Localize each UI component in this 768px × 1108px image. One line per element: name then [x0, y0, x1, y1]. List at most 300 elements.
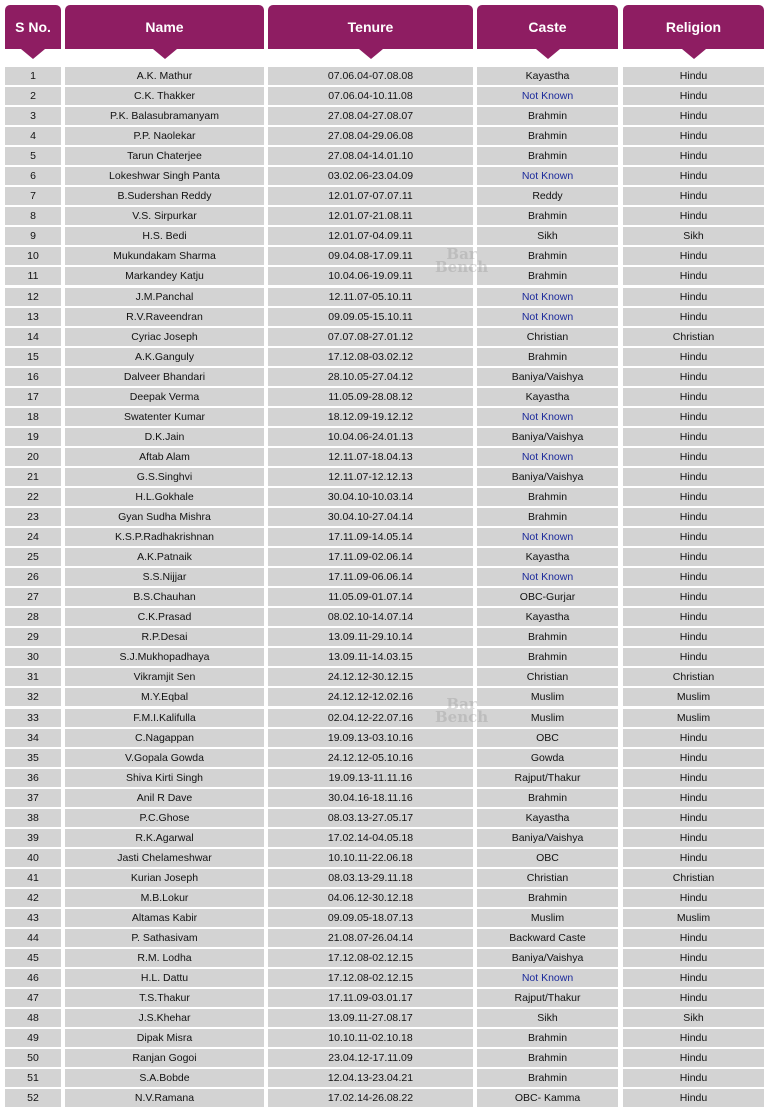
name-cell: Anil R Dave: [65, 789, 264, 807]
religion-cell: Muslim: [623, 709, 764, 727]
caste-cell: Not Known: [477, 87, 618, 105]
tenure-cell: 30.04.16-18.11.16: [268, 789, 473, 807]
sno-cell: 12: [5, 288, 61, 306]
caste-cell: Brahmin: [477, 247, 618, 265]
name-cell: Cyriac Joseph: [65, 328, 264, 346]
table-row: [0, 387, 768, 407]
religion-cell: Hindu: [623, 989, 764, 1007]
table-row: [0, 928, 768, 948]
caste-cell: Brahmin: [477, 147, 618, 165]
name-cell: A.K. Mathur: [65, 67, 264, 85]
table-row: [0, 226, 768, 246]
religion-cell: Hindu: [623, 468, 764, 486]
sno-cell: 41: [5, 869, 61, 887]
tenure-cell: 12.11.07-05.10.11: [268, 288, 473, 306]
sno-cell: 39: [5, 829, 61, 847]
sno-cell: 30: [5, 648, 61, 666]
caste-cell: Not Known: [477, 969, 618, 987]
sno-cell: 1: [5, 67, 61, 85]
religion-cell: Hindu: [623, 288, 764, 306]
tenure-cell: 10.04.06-19.09.11: [268, 267, 473, 285]
sno-cell: 31: [5, 668, 61, 686]
religion-cell: Sikh: [623, 1009, 764, 1027]
religion-cell: Hindu: [623, 1089, 764, 1107]
caste-cell: Kayastha: [477, 548, 618, 566]
caste-cell: Muslim: [477, 709, 618, 727]
tenure-cell: 02.04.12-22.07.16: [268, 709, 473, 727]
sno-cell: 11: [5, 267, 61, 285]
table-row: [0, 467, 768, 487]
table-row: [0, 647, 768, 667]
name-cell: Dalveer Bhandari: [65, 368, 264, 386]
table-row: [0, 607, 768, 627]
name-cell: Swatenter Kumar: [65, 408, 264, 426]
table-row: [0, 1088, 768, 1108]
table-row: [0, 266, 768, 286]
name-cell: C.K. Thakker: [65, 87, 264, 105]
religion-cell: Hindu: [623, 949, 764, 967]
religion-cell: Hindu: [623, 1049, 764, 1067]
table-header: [0, 5, 768, 49]
table-row: [0, 246, 768, 266]
table-row: [0, 667, 768, 687]
name-cell: Altamas Kabir: [65, 909, 264, 927]
table-row: [0, 848, 768, 868]
tenure-cell: 09.09.05-18.07.13: [268, 909, 473, 927]
sno-cell: 5: [5, 147, 61, 165]
tenure-cell: 04.06.12-30.12.18: [268, 889, 473, 907]
table-row: [0, 166, 768, 186]
caste-cell: Muslim: [477, 909, 618, 927]
religion-cell: Hindu: [623, 247, 764, 265]
table-row: [0, 627, 768, 647]
sno-cell: 13: [5, 308, 61, 326]
name-cell: P.C.Ghose: [65, 809, 264, 827]
name-cell: A.K.Patnaik: [65, 548, 264, 566]
name-cell: R.K.Agarwal: [65, 829, 264, 847]
name-cell: C.K.Prasad: [65, 608, 264, 626]
sno-cell: 45: [5, 949, 61, 967]
caste-cell: Christian: [477, 328, 618, 346]
caste-cell: Kayastha: [477, 388, 618, 406]
caste-cell: Brahmin: [477, 648, 618, 666]
religion-cell: Hindu: [623, 368, 764, 386]
religion-cell: Hindu: [623, 127, 764, 145]
religion-cell: Hindu: [623, 789, 764, 807]
religion-cell: Hindu: [623, 769, 764, 787]
sno-cell: 48: [5, 1009, 61, 1027]
tenure-cell: 13.09.11-14.03.15: [268, 648, 473, 666]
religion-cell: Christian: [623, 328, 764, 346]
sno-cell: 34: [5, 729, 61, 747]
caste-cell: Not Known: [477, 528, 618, 546]
tenure-cell: 17.11.09-02.06.14: [268, 548, 473, 566]
name-cell: A.K.Ganguly: [65, 348, 264, 366]
name-cell: V.Gopala Gowda: [65, 749, 264, 767]
tenure-cell: 07.06.04-07.08.08: [268, 67, 473, 85]
religion-cell: Hindu: [623, 348, 764, 366]
name-cell: P.K. Balasubramanyam: [65, 107, 264, 125]
caste-cell: Sikh: [477, 1009, 618, 1027]
caste-cell: Brahmin: [477, 207, 618, 225]
religion-cell: Sikh: [623, 227, 764, 245]
caste-cell: OBC- Kamma: [477, 1089, 618, 1107]
table-row: [0, 1028, 768, 1048]
religion-cell: Hindu: [623, 147, 764, 165]
religion-cell: Hindu: [623, 388, 764, 406]
sno-cell: 20: [5, 448, 61, 466]
tenure-cell: 18.12.09-19.12.12: [268, 408, 473, 426]
name-cell: Gyan Sudha Mishra: [65, 508, 264, 526]
name-cell: Vikramjit Sen: [65, 668, 264, 686]
sno-cell: 2: [5, 87, 61, 105]
watermark-logo: Bar Bench: [435, 695, 489, 726]
tenure-cell: 12.01.07-21.08.11: [268, 207, 473, 225]
table-row: [0, 347, 768, 367]
sno-cell: 38: [5, 809, 61, 827]
tenure-cell: 17.11.09-03.01.17: [268, 989, 473, 1007]
sno-cell: 36: [5, 769, 61, 787]
tenure-cell: 17.12.08-03.02.12: [268, 348, 473, 366]
caste-cell: Baniya/Vaishya: [477, 468, 618, 486]
name-cell: Lokeshwar Singh Panta: [65, 167, 264, 185]
caste-cell: OBC-Gurjar: [477, 588, 618, 606]
sno-cell: 46: [5, 969, 61, 987]
name-cell: S.J.Mukhopadhaya: [65, 648, 264, 666]
sno-cell: 37: [5, 789, 61, 807]
tenure-cell: 28.10.05-27.04.12: [268, 368, 473, 386]
religion-cell: Hindu: [623, 207, 764, 225]
table-row: [0, 86, 768, 106]
tenure-cell: 17.02.14-26.08.22: [268, 1089, 473, 1107]
caste-cell: Brahmin: [477, 889, 618, 907]
caste-cell: Brahmin: [477, 508, 618, 526]
header-tenure: Tenure: [268, 5, 473, 49]
caste-cell: Not Known: [477, 308, 618, 326]
name-cell: R.V.Raveendran: [65, 308, 264, 326]
name-cell: H.S. Bedi: [65, 227, 264, 245]
religion-cell: Muslim: [623, 909, 764, 927]
religion-cell: Hindu: [623, 308, 764, 326]
sno-cell: 14: [5, 328, 61, 346]
sno-cell: 22: [5, 488, 61, 506]
name-cell: Tarun Chaterjee: [65, 147, 264, 165]
table-row: [0, 527, 768, 547]
sno-cell: 15: [5, 348, 61, 366]
caste-cell: Brahmin: [477, 127, 618, 145]
tenure-cell: 10.04.06-24.01.13: [268, 428, 473, 446]
caste-cell: Sikh: [477, 227, 618, 245]
table-row: [0, 206, 768, 226]
table-row: [0, 1008, 768, 1028]
tenure-cell: 13.09.11-27.08.17: [268, 1009, 473, 1027]
name-cell: H.L.Gokhale: [65, 488, 264, 506]
name-cell: K.S.P.Radhakrishnan: [65, 528, 264, 546]
caste-cell: Kayastha: [477, 809, 618, 827]
tenure-cell: 11.05.09-01.07.14: [268, 588, 473, 606]
caste-cell: Brahmin: [477, 1029, 618, 1047]
sno-cell: 33: [5, 709, 61, 727]
table-row: [0, 1068, 768, 1088]
tenure-cell: 12.11.07-18.04.13: [268, 448, 473, 466]
name-cell: M.Y.Eqbal: [65, 688, 264, 706]
religion-cell: Hindu: [623, 628, 764, 646]
name-cell: C.Nagappan: [65, 729, 264, 747]
tenure-cell: 27.08.04-29.06.08: [268, 127, 473, 145]
religion-cell: Hindu: [623, 267, 764, 285]
tenure-cell: 23.04.12-17.11.09: [268, 1049, 473, 1067]
caste-cell: Not Known: [477, 167, 618, 185]
table-row: [0, 687, 768, 707]
caste-cell: OBC: [477, 729, 618, 747]
caste-cell: Brahmin: [477, 348, 618, 366]
caste-cell: Baniya/Vaishya: [477, 368, 618, 386]
caste-cell: Reddy: [477, 187, 618, 205]
tenure-cell: 24.12.12-12.02.16: [268, 688, 473, 706]
religion-cell: Hindu: [623, 167, 764, 185]
caste-cell: Baniya/Vaishya: [477, 428, 618, 446]
caste-cell: Christian: [477, 668, 618, 686]
tenure-cell: 07.06.04-10.11.08: [268, 87, 473, 105]
religion-cell: Hindu: [623, 107, 764, 125]
table-row: [0, 728, 768, 748]
caste-cell: Baniya/Vaishya: [477, 829, 618, 847]
religion-cell: Muslim: [623, 688, 764, 706]
sno-cell: 44: [5, 929, 61, 947]
sno-cell: 19: [5, 428, 61, 446]
caste-cell: Kayastha: [477, 67, 618, 85]
table-row: [0, 988, 768, 1008]
tenure-cell: 21.08.07-26.04.14: [268, 929, 473, 947]
religion-cell: Hindu: [623, 889, 764, 907]
header-sno: S No.: [5, 5, 61, 49]
header-religion: Religion: [623, 5, 764, 49]
tenure-cell: 17.11.09-06.06.14: [268, 568, 473, 586]
religion-cell: Hindu: [623, 849, 764, 867]
name-cell: J.S.Khehar: [65, 1009, 264, 1027]
caste-cell: Muslim: [477, 688, 618, 706]
tenure-cell: 08.02.10-14.07.14: [268, 608, 473, 626]
caste-cell: Christian: [477, 869, 618, 887]
name-cell: S.A.Bobde: [65, 1069, 264, 1087]
table-row: [0, 66, 768, 86]
name-cell: B.S.Chauhan: [65, 588, 264, 606]
caste-cell: Backward Caste: [477, 929, 618, 947]
caste-cell: OBC: [477, 849, 618, 867]
tenure-cell: 17.02.14-04.05.18: [268, 829, 473, 847]
religion-cell: Hindu: [623, 448, 764, 466]
table-row: [0, 287, 768, 307]
name-cell: Shiva Kirti Singh: [65, 769, 264, 787]
table-row: [0, 507, 768, 527]
sno-cell: 17: [5, 388, 61, 406]
table-row: [0, 908, 768, 928]
caste-cell: Not Known: [477, 408, 618, 426]
table-row: [0, 1048, 768, 1068]
religion-cell: Hindu: [623, 488, 764, 506]
sno-cell: 52: [5, 1089, 61, 1107]
religion-cell: Hindu: [623, 1029, 764, 1047]
religion-cell: Hindu: [623, 428, 764, 446]
name-cell: S.S.Nijjar: [65, 568, 264, 586]
tenure-cell: 27.08.04-27.08.07: [268, 107, 473, 125]
tenure-cell: 27.08.04-14.01.10: [268, 147, 473, 165]
tenure-cell: 07.07.08-27.01.12: [268, 328, 473, 346]
table-row: [0, 407, 768, 427]
name-cell: J.M.Panchal: [65, 288, 264, 306]
sno-cell: 8: [5, 207, 61, 225]
table-row: [0, 828, 768, 848]
tenure-cell: 03.02.06-23.04.09: [268, 167, 473, 185]
sno-cell: 32: [5, 688, 61, 706]
name-cell: Aftab Alam: [65, 448, 264, 466]
tenure-cell: 12.01.07-04.09.11: [268, 227, 473, 245]
religion-cell: Hindu: [623, 87, 764, 105]
table-row: [0, 587, 768, 607]
sno-cell: 29: [5, 628, 61, 646]
sno-cell: 25: [5, 548, 61, 566]
name-cell: G.S.Singhvi: [65, 468, 264, 486]
name-cell: D.K.Jain: [65, 428, 264, 446]
sno-cell: 40: [5, 849, 61, 867]
tenure-cell: 12.11.07-12.12.13: [268, 468, 473, 486]
table-row: [0, 748, 768, 768]
header-name: Name: [65, 5, 264, 49]
sno-cell: 3: [5, 107, 61, 125]
table-row: [0, 447, 768, 467]
tenure-cell: 08.03.13-27.05.17: [268, 809, 473, 827]
watermark-logo: Bar Bench: [435, 245, 489, 276]
name-cell: R.M. Lodha: [65, 949, 264, 967]
religion-cell: Hindu: [623, 408, 764, 426]
tenure-cell: 24.12.12-30.12.15: [268, 668, 473, 686]
tenure-cell: 12.01.07-07.07.11: [268, 187, 473, 205]
caste-cell: Brahmin: [477, 488, 618, 506]
sno-cell: 27: [5, 588, 61, 606]
table-row: [0, 307, 768, 327]
caste-cell: Not Known: [477, 448, 618, 466]
name-cell: Mukundakam Sharma: [65, 247, 264, 265]
tenure-cell: 19.09.13-03.10.16: [268, 729, 473, 747]
religion-cell: Hindu: [623, 187, 764, 205]
religion-cell: Hindu: [623, 588, 764, 606]
name-cell: H.L. Dattu: [65, 969, 264, 987]
caste-cell: Brahmin: [477, 1049, 618, 1067]
name-cell: Kurian Joseph: [65, 869, 264, 887]
tenure-cell: 17.12.08-02.12.15: [268, 949, 473, 967]
sno-cell: 16: [5, 368, 61, 386]
religion-cell: Hindu: [623, 809, 764, 827]
sno-cell: 28: [5, 608, 61, 626]
name-cell: T.S.Thakur: [65, 989, 264, 1007]
sno-cell: 9: [5, 227, 61, 245]
religion-cell: Hindu: [623, 648, 764, 666]
name-cell: Deepak Verma: [65, 388, 264, 406]
religion-cell: Hindu: [623, 568, 764, 586]
sno-cell: 51: [5, 1069, 61, 1087]
table-row: [0, 106, 768, 126]
religion-cell: Hindu: [623, 508, 764, 526]
tenure-cell: 24.12.12-05.10.16: [268, 749, 473, 767]
judges-table: [0, 66, 768, 1108]
tenure-cell: 09.09.05-15.10.11: [268, 308, 473, 326]
tenure-cell: 10.10.11-22.06.18: [268, 849, 473, 867]
tenure-cell: 17.12.08-02.12.15: [268, 969, 473, 987]
caste-cell: Brahmin: [477, 107, 618, 125]
tenure-cell: 13.09.11-29.10.14: [268, 628, 473, 646]
table-row: [0, 968, 768, 988]
table-row: [0, 888, 768, 908]
religion-cell: Hindu: [623, 749, 764, 767]
sno-cell: 7: [5, 187, 61, 205]
name-cell: F.M.I.Kalifulla: [65, 709, 264, 727]
tenure-cell: 08.03.13-29.11.18: [268, 869, 473, 887]
religion-cell: Hindu: [623, 1069, 764, 1087]
caste-cell: Not Known: [477, 288, 618, 306]
name-cell: Dipak Misra: [65, 1029, 264, 1047]
tenure-cell: 10.10.11-02.10.18: [268, 1029, 473, 1047]
table-row: [0, 327, 768, 347]
caste-cell: Brahmin: [477, 789, 618, 807]
religion-cell: Hindu: [623, 548, 764, 566]
name-cell: N.V.Ramana: [65, 1089, 264, 1107]
caste-cell: Rajput/Thakur: [477, 769, 618, 787]
name-cell: P. Sathasivam: [65, 929, 264, 947]
name-cell: B.Sudershan Reddy: [65, 187, 264, 205]
name-cell: Jasti Chelameshwar: [65, 849, 264, 867]
sno-cell: 35: [5, 749, 61, 767]
caste-cell: Brahmin: [477, 267, 618, 285]
table-row: [0, 788, 768, 808]
caste-cell: Brahmin: [477, 1069, 618, 1087]
tenure-cell: 17.11.09-14.05.14: [268, 528, 473, 546]
sno-cell: 21: [5, 468, 61, 486]
religion-cell: Hindu: [623, 608, 764, 626]
name-cell: P.P. Naolekar: [65, 127, 264, 145]
sno-cell: 4: [5, 127, 61, 145]
sno-cell: 26: [5, 568, 61, 586]
sno-cell: 49: [5, 1029, 61, 1047]
sno-cell: 18: [5, 408, 61, 426]
religion-cell: Christian: [623, 869, 764, 887]
table-row: [0, 186, 768, 206]
caste-cell: Brahmin: [477, 628, 618, 646]
religion-cell: Hindu: [623, 969, 764, 987]
caste-cell: Kayastha: [477, 608, 618, 626]
table-row: [0, 126, 768, 146]
table-row: [0, 808, 768, 828]
religion-cell: Christian: [623, 668, 764, 686]
sno-cell: 47: [5, 989, 61, 1007]
religion-cell: Hindu: [623, 729, 764, 747]
table-row: [0, 868, 768, 888]
tenure-cell: 19.09.13-11.11.16: [268, 769, 473, 787]
name-cell: M.B.Lokur: [65, 889, 264, 907]
table-row: [0, 547, 768, 567]
sno-cell: 24: [5, 528, 61, 546]
tenure-cell: 12.04.13-23.04.21: [268, 1069, 473, 1087]
tenure-cell: 11.05.09-28.08.12: [268, 388, 473, 406]
tenure-cell: 30.04.10-10.03.14: [268, 488, 473, 506]
caste-cell: Rajput/Thakur: [477, 989, 618, 1007]
religion-cell: Hindu: [623, 528, 764, 546]
tenure-cell: 30.04.10-27.04.14: [268, 508, 473, 526]
caste-cell: Not Known: [477, 568, 618, 586]
tenure-cell: 09.04.08-17.09.11: [268, 247, 473, 265]
sno-cell: 50: [5, 1049, 61, 1067]
sno-cell: 43: [5, 909, 61, 927]
table-row: [0, 427, 768, 447]
